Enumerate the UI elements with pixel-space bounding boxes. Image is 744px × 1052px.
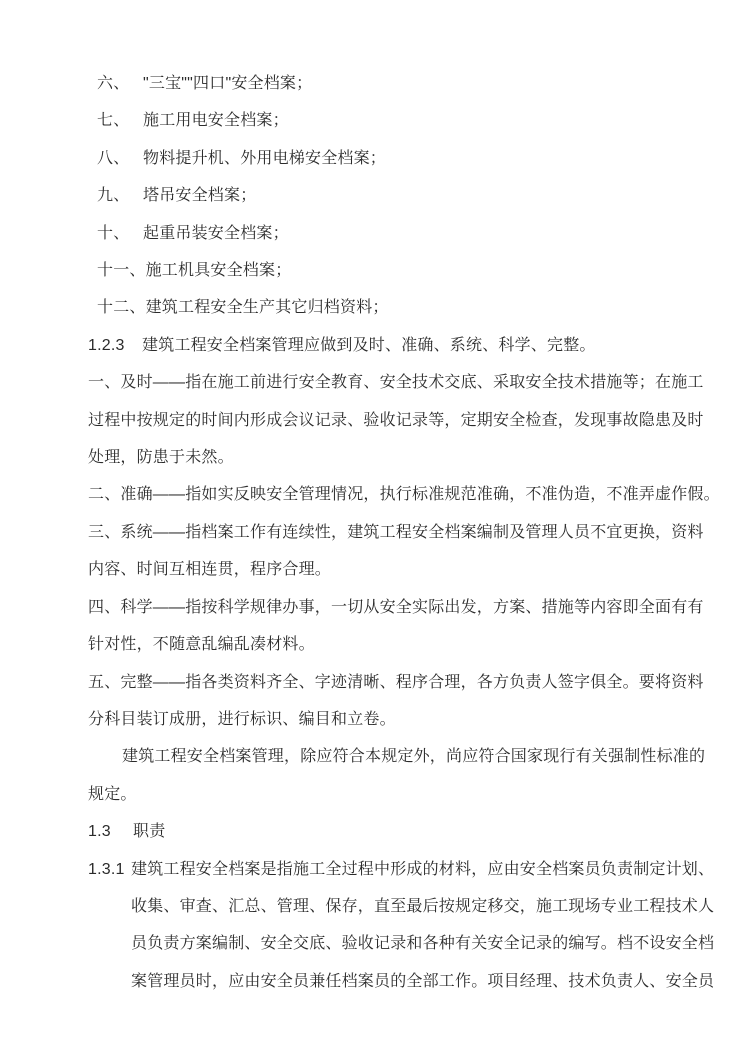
- clause-1-2-3: [88, 327, 696, 364]
- text-line: 建筑工程安全档案管理，除应符合本规定外，尚应符合国家现行有关强制性标准的: [122, 748, 706, 766]
- clause-1-3-1: [88, 851, 715, 1001]
- item-text: 施工机具安全档案；: [145, 262, 292, 280]
- text-line: 分科目装订成册，进行标识、编目和立卷。: [88, 710, 396, 728]
- clause-text: 建筑工程安全档案管理应做到及时、准确、系统、科学、完整。: [142, 336, 596, 354]
- item-text: 塔吊安全档案；: [143, 187, 257, 205]
- text-line: 五、完整——指各类资料齐全、字迹清晰、程序合理，各方负责人签字俱全。要将资料: [88, 673, 704, 691]
- item-text: "三宝""四口"安全档案；: [143, 75, 313, 92]
- text-line: 三、系统——指档案工作有连续性，建筑工程安全档案编制及管理人员不宜更换，资料: [88, 523, 704, 541]
- section-heading-1-3: [88, 813, 696, 850]
- document-page: [88, 65, 720, 1000]
- section-number: 1.3: [88, 823, 111, 841]
- item-text: 起重吊装安全档案；: [143, 224, 289, 242]
- definition-paragraph-systematic: [88, 514, 704, 589]
- text-line: 一、及时——指在施工前进行安全教育、安全技术交底、采取安全技术措施等；在施工: [88, 374, 704, 392]
- text-line: 处理，防患于未然。: [88, 449, 234, 467]
- item-marker: 八、: [97, 149, 130, 167]
- ordered-item: [88, 102, 696, 139]
- ordered-item: [88, 65, 696, 102]
- text-line: 内容、时间互相连贯，程序合理。: [88, 561, 332, 579]
- text-line: 规定。: [88, 785, 137, 803]
- clause-number: 1.2.3: [88, 336, 125, 354]
- section-title: 职责: [133, 823, 166, 841]
- ordered-item: [88, 252, 696, 289]
- item-text: 建筑工程安全生产其它归档资料；: [145, 299, 389, 317]
- text-line: 四、科学——指按科学规律办事，一切从安全实际出发，方案、措施等内容即全面有有: [88, 598, 704, 616]
- item-marker: 十二、: [97, 299, 146, 317]
- item-text: 施工用电安全档案；: [143, 112, 289, 130]
- item-marker: 十一、: [97, 262, 146, 280]
- text-line: 建筑工程安全档案是指施工全过程中形成的材料，应由安全档案员负责制定计划、: [131, 860, 715, 878]
- text-line: 员负责方案编制、安全交底、验收记录和各种有关安全记录的编写。档不设安全档: [131, 935, 715, 953]
- definition-paragraph-scientific: [88, 589, 704, 664]
- ordered-item: [88, 177, 696, 214]
- closing-paragraph: [88, 738, 706, 813]
- clause-body: [131, 851, 715, 1001]
- ordered-item: [88, 140, 696, 177]
- definition-paragraph-accurate: [88, 476, 720, 513]
- text-line: 收集、审查、汇总、管理、保存，直至最后按规定移交，施工现场专业工程技术人: [131, 897, 715, 915]
- text-line: 针对性，不随意乱编乱凑材料。: [88, 636, 315, 654]
- clause-number: 1.3.1: [88, 860, 125, 878]
- definition-paragraph-timely: [88, 364, 704, 476]
- item-marker: 十、: [97, 224, 130, 242]
- text-line: 案管理员时，应由安全员兼任档案员的全部工作。项目经理、技术负责人、安全员: [131, 972, 715, 990]
- item-marker: 九、: [97, 187, 130, 205]
- definition-paragraph-complete: [88, 664, 704, 739]
- ordered-item: [88, 215, 696, 252]
- ordered-item: [88, 289, 696, 326]
- text-line: 二、准确——指如实反映安全管理情况，执行标准规范准确，不准伪造，不准弄虚作假。: [88, 486, 720, 504]
- item-text: 物料提升机、外用电梯安全档案；: [143, 149, 387, 167]
- item-marker: 七、: [97, 112, 130, 130]
- text-line: 过程中按规定的时间内形成会议记录、验收记录等，定期安全检查，发现事故隐患及时: [88, 411, 704, 429]
- item-marker: 六、: [97, 75, 130, 92]
